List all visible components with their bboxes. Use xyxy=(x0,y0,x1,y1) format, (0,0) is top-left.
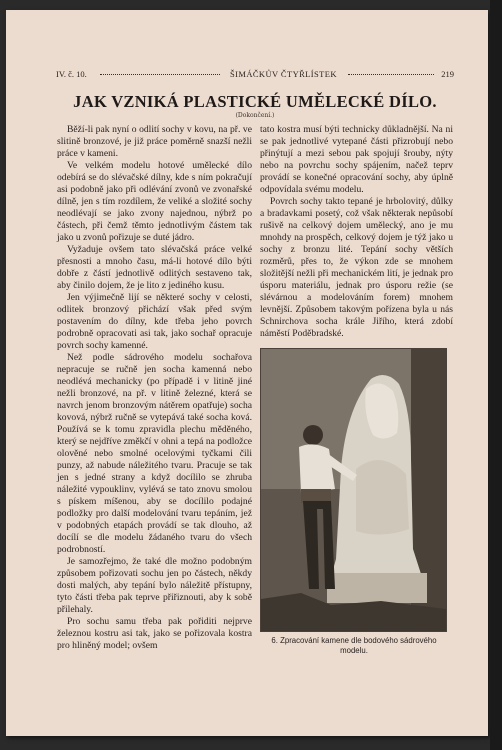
paragraph: Než podle sádrového modelu sochařova nepracuje se ručně jen socha kamenná nebo neodlévá mechanicky (po případě i v litině jiné nežli bronzové, na př. v litině železné, která se navrch jenom bronzovým nátěrem opatřuje) socha kovová, nýbrž ručně se vytepává také socha ková. Používá se k tomu zpravidla plechu měděného, který se nejdříve změkčí v ohni a tepá na podložce olověné nebo smolné ocelovými tyčkami čili punzy, až nabude náležitého tvaru. Pracuje se tak jen s jedné strany a když docílilo se zhruba náležité vypouklinv, vylévá se tato znovu smolou s pískem míšenou, aby se docílilo podajné podložky pro další modelování tvaru tepáním, jež v podobných etapách provádí se tak dlouho, až docílí se dle modelu žádaného tvaru do všech podrobností. xyxy=(57,352,252,555)
paragraph: Pro sochu samu třeba pak pořiditi nejprve železnou kostru asi tak, jako se pořizovala kostra pro hliněný model; ovšem xyxy=(57,616,252,651)
sculptor-photo-illustration xyxy=(261,349,446,631)
left-column xyxy=(57,124,252,652)
journal-title: ŠIMÁČKŮV ČTYŘLÍSTEK xyxy=(230,69,337,79)
header-rule-left xyxy=(100,74,220,75)
running-header xyxy=(56,69,454,83)
paragraph: Běží-li pak nyní o odlití sochy v kovu, na př. ve slitině bronzové, je již práce poměrně snazší nežli práce v kameni. xyxy=(57,124,252,159)
header-rule-right xyxy=(348,74,434,75)
paragraph: Ve velkém modelu hotové umělecké dílo odebírá se do slévačské dílny, kde s ním pokračují asi podobně jako při odlévání zvonů ve zvonařské dílně, jen s tím rozdílem, že veliké a složité sochy neodlévají se jako zvony najednou, nýbrž po částech, při čemž těmto jednotlivým částem tak jako u zvonů pořizuje se duté jádro. xyxy=(57,160,252,243)
figure-caption: 6. Zpracování kamene dle bodového sádrového modelu. xyxy=(271,636,437,655)
page-number: 219 xyxy=(441,69,454,79)
paragraph: tato kostra musí býti technicky důkladnější. Na ni se pak jednotlivé vytepané části přizrobují nebo přinýtují a mezi sebou pak spojují šrouby, nýty nebo na povrchu sochy spájením, načež teprv provádí se konečné opracování sochy, aby úplně odpovídala svému modelu. xyxy=(260,124,453,195)
right-column xyxy=(260,124,453,340)
article-title: JAK VZNIKÁ PLASTICKÉ UMĚLECKÉ DÍLO. xyxy=(73,92,437,111)
paragraph: Jen výjimečně lijí se některé sochy v celosti, odlitek bronzový přichází však před svým postavením do dílny, kde třeba jeho povrch podrobně opracovati asi tak, jako sochař opracuje povrch sochy kamenné. xyxy=(57,292,252,351)
paragraph: Je samozřejmo, že také dle možno podobným způsobem pořizovati sochu jen po částech, někdy dosti malých, aby tepání bylo náležitě přístupny, tyto části třeba pak teprve přiřiznouti, aby k sobě přilehaly. xyxy=(57,556,252,615)
paragraph: Vyžaduje ovšem tato slévačská práce velké přesnosti a mnoho času, má-li hotové dílo býti dobře z částí jednotlivě odlitých sestaveno tak, aby činilo dojem, že je lito z jediného kusu. xyxy=(57,244,252,291)
page-edge xyxy=(490,0,502,750)
paragraph: Povrch sochy takto tepané je hrbolovitý, důlky a bradavkami posetý, což však některak nepůsobí rušivě na celkový dojem umělecký, ano je mu mnohdy na prospěch, celkový dojem je týž jako u sochy z bronzu lité. Tepání sochy větších rozměrů, přes to, že výkon zde se mnohem složitější nežli při mechanickém lití, je jednak pro úsporu materiálu, jednak pro úsporu režie (se slévárnou a modelováním forem) mnohem levnější. Způsobem takovým pořízena byla u nás Schnirchova socha krále Jiřího, která zdobí náměstí Poděbradské. xyxy=(260,196,453,339)
article-subtitle: (Dokončení.) xyxy=(235,112,275,119)
issue-number: IV. č. 10. xyxy=(56,69,87,79)
sculptor-photo xyxy=(260,348,447,632)
